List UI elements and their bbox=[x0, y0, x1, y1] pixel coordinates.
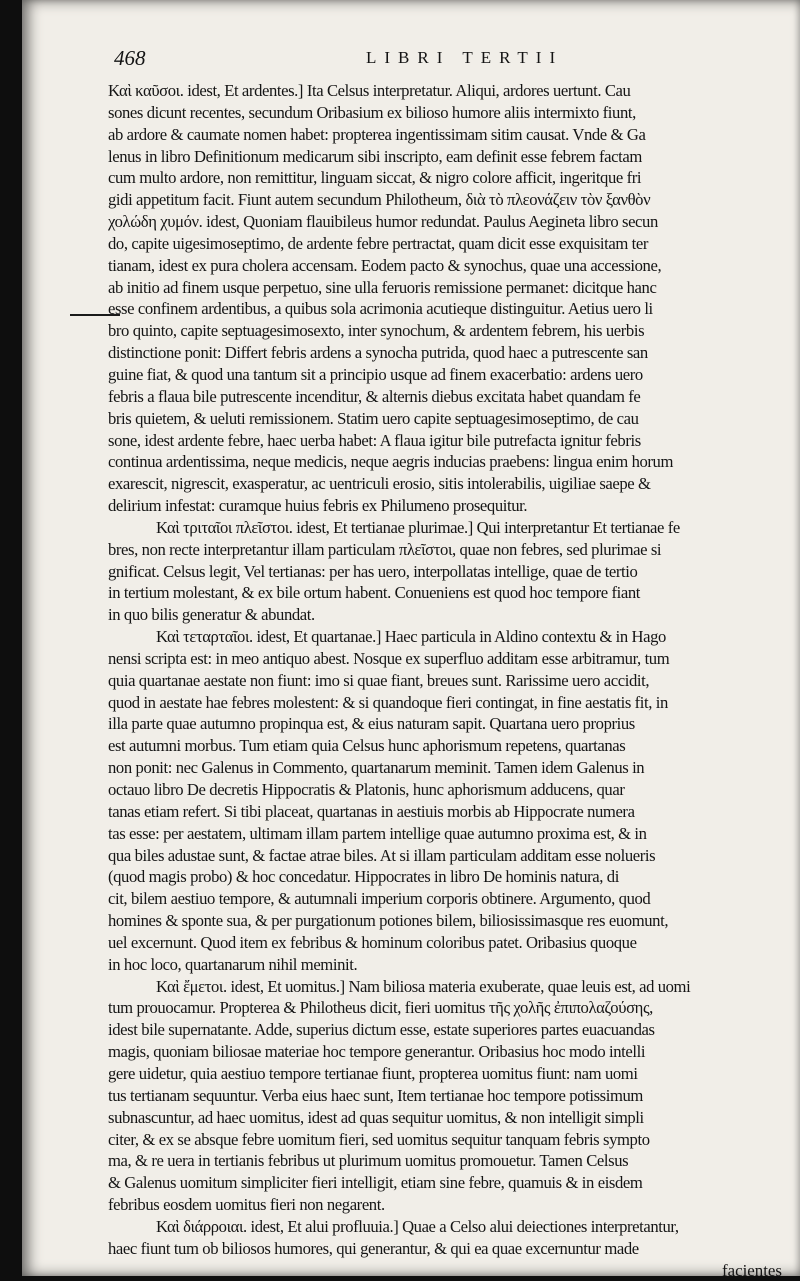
text-line: Καὶ τριταῖοι πλεῖστοι. idest, Et tertianae plurimae.] Qui interpretantur Et tertianae fe bbox=[156, 517, 680, 537]
text-line: gere uidetur, quia aestiuo tempore tertianae fiunt, propterea uomitus fiunt: nam uomi bbox=[108, 1063, 638, 1083]
text-line: esse confinem ardentibus, a quibus sola acrimonia acutieque distinguitur. Aetius uero li bbox=[108, 299, 653, 319]
text-line: in hoc loco, quartanarum nihil meminit. bbox=[108, 954, 358, 974]
text-line: nensi scripta est: in meo antiquo abest. Nosque ex superfluo additam esse arbitramur, tum bbox=[108, 648, 670, 668]
text-line: gnificat. Celsus legit, Vel tertianas: per has uero, interpollatas intellige, quae de tertio bbox=[108, 561, 638, 581]
text-line: cum multo ardore, non remittitur, linguam siccat, & nigro colore afficit, ingeritque fri bbox=[108, 168, 642, 188]
text-line: tanas etiam refert. Si tibi placeat, quartanas in aestiuis morbis ab Hippocrate numera bbox=[108, 801, 635, 821]
book-page bbox=[22, 0, 800, 1280]
page-header bbox=[114, 46, 774, 74]
text-line: quod in aestate hae febres molestent: & si quandoque fieri contingat, in fine aestatis fit, in bbox=[108, 692, 668, 712]
text-line: distinctione ponit: Differt febris ardens a synocha putrida, quod haec a putrescente san bbox=[108, 343, 648, 363]
text-line: continua ardentissima, neque medicis, neque aegris inducias praebens: lingua enim horum bbox=[108, 452, 674, 472]
text-line: do, capite uigesimoseptimo, de ardente febre pertractat, quam dicit esse exquisitam ter bbox=[108, 233, 649, 253]
text-line: cit, bilem aestiuo tempore, & autumnali imperium corporis obtinere. Argumento, quod bbox=[108, 889, 651, 909]
text-line: uel excernunt. Quod item ex febribus & hominum coloribus patet. Oribasius quoque bbox=[108, 932, 637, 952]
text-line: Καὶ καῦσοι. idest, Et ardentes.] Ita Celsus interpretatur. Aliqui, ardores uertunt. Cau bbox=[108, 81, 631, 100]
text-line: tas esse: per aestatem, ultimam illam partem intellige quae autumno proxima est, & in bbox=[108, 823, 647, 843]
text-line: subnascuntur, ad haec uomitus, idest ad quas sequitur uomitus, & non intelligit simpli bbox=[108, 1107, 644, 1127]
text-line: ab ardore & caumate nomen habet: propterea ingentissimam sitim causat. Vnde & Ga bbox=[108, 124, 646, 144]
text-line: exarescit, nigrescit, exasperatur, ac uentriculi erosio, sitis intolerabilis, uigiliae saepe & bbox=[108, 474, 651, 494]
text-line: in quo bilis generatur & abundat. bbox=[108, 605, 315, 625]
text-line: tus tertianam sequuntur. Verba eius haec sunt, Item tertianae hoc tempore potissimum bbox=[108, 1085, 643, 1105]
text-line: ab initio ad finem usque perpetuo, sine ulla feruoris remissione permanet: dicitque hanc bbox=[108, 277, 657, 297]
text-line: citer, & ex se absque febre uomitum fieri, sed uomitus sequitur tanquam febris sympto bbox=[108, 1129, 650, 1149]
text-line: haec fiunt tum ob biliosos humores, qui generantur, & qui ea quae excernuntur made bbox=[108, 1238, 639, 1258]
text-line: gidi appetitum facit. Fiunt autem secundum Philotheum, διὰ τὸ πλεονάζειν τὸν ξανθὸν bbox=[108, 190, 651, 210]
text-line: homines & sponte sua, & per purgationum potiones bilem, biliosissimasque res euomunt, bbox=[108, 911, 669, 931]
text-line: Καὶ διάρροιαι. idest, Et alui profluuia.] Quae a Celso alui deiectiones interpretantur, bbox=[156, 1216, 679, 1236]
text-line: magis, quoniam biliosae materiae hoc tempore generantur. Oribasius hoc modo intelli bbox=[108, 1042, 646, 1062]
text-line: est autumni morbus. Tum etiam quia Celsus hunc aphorismum repetens, quartanas bbox=[108, 736, 626, 756]
running-head: LIBRI TERTII bbox=[366, 48, 564, 67]
text-line: lenus in libro Definitionum medicarum sibi inscripto, eam definit esse febrem factam bbox=[108, 146, 642, 166]
text-line: tianam, idest ex pura cholera accensam. Eodem pacto & synochus, quae una accessione, bbox=[108, 255, 662, 275]
text-line: illa parte quae autumno propinqua est, & eius naturam sapit. Quartana uero proprius bbox=[108, 714, 635, 734]
text-line: (quod magis probo) & hoc concedatur. Hippocrates in libro De hominis natura, di bbox=[108, 867, 619, 887]
text-line: & Galenus uomitum simpliciter fieri intelligit, etiam sine febre, quamuis & in eisdem bbox=[108, 1173, 643, 1193]
text-line: in tertium molestant, & ex bile ortum habent. Conueniens est quod hoc tempore fiant bbox=[108, 583, 640, 603]
text-line: bris quietem, & ueluti remissionem. Statim uero capite septuagesimoseptimo, de cau bbox=[108, 408, 639, 428]
text-line: octauo libro De decretis Hippocratis & Platonis, hunc aphorismum adducens, quar bbox=[108, 780, 625, 799]
text-line: ma, & re uera in tertianis febribus ut plurimum uomitus promouetur. Tamen Celsus bbox=[108, 1151, 629, 1171]
text-line: qua biles adustae sunt, & factae atrae biles. At si illam particulam additam esse nolueris bbox=[108, 845, 656, 865]
text-line: bro quinto, capite septuagesimosexto, inter synochum, & ardentem febrem, his uerbis bbox=[108, 321, 645, 341]
main-text-block bbox=[108, 80, 790, 1281]
page-number: 468 bbox=[114, 46, 146, 70]
text-line: guine fiat, & quod una tantum sit a principio usque ad finem exacerbatio: ardens uero bbox=[108, 364, 643, 384]
text-line: Καὶ τεταρταῖοι. idest, Et quartanae.] Haec particula in Aldino contextu & in Hago bbox=[156, 627, 666, 647]
text-line: bres, non recte interpretantur illam particulam πλεῖστοι, quae non febres, sed plurimae si bbox=[108, 539, 662, 559]
text-line: sones dicunt recentes, secundum Oribasium ex bilioso humore aliis intermixto fiunt, bbox=[108, 102, 636, 122]
text-line: χολώδη χυμόν. idest, Quoniam flauibileus humor redundat. Paulus Aegineta libro secun bbox=[108, 212, 658, 232]
text-line: quia quartanae aestate non fiunt: imo si quae fiant, breues sunt. Rarissime uero accidit, bbox=[108, 670, 650, 690]
text-line: tum prouocamur. Propterea & Philotheus dicit, fieri uomitus τῆς χολῆς ἐπιπολαζούσης, bbox=[108, 998, 653, 1018]
text-line: non ponit: nec Galenus in Commento, quartanarum meminit. Tamen idem Galenus in bbox=[108, 758, 645, 778]
text-line: Καὶ ἔμετοι. idest, Et uomitus.] Nam biliosa materia exuberate, quae leuis est, ad uomi bbox=[156, 976, 691, 996]
catchword: facientes bbox=[721, 1260, 782, 1280]
text-line: febris a flaua bile putrescente incenditur, & alternis diebus excitata habet quandam fe bbox=[108, 386, 641, 406]
text-line: delirium infestat: curamque huius febris ex Philumeno prosequitur. bbox=[108, 496, 528, 516]
text-line: sone, idest ardente febre, haec uerba habet: A flaua igitur bile putrefacta ignitur febris bbox=[108, 430, 641, 450]
text-line: idest bile supernatante. Adde, superius dictum esse, estate superiores partes euacuandas bbox=[108, 1020, 655, 1040]
text-line: febribus eosdem uomitus fieri non negarent. bbox=[108, 1195, 385, 1215]
